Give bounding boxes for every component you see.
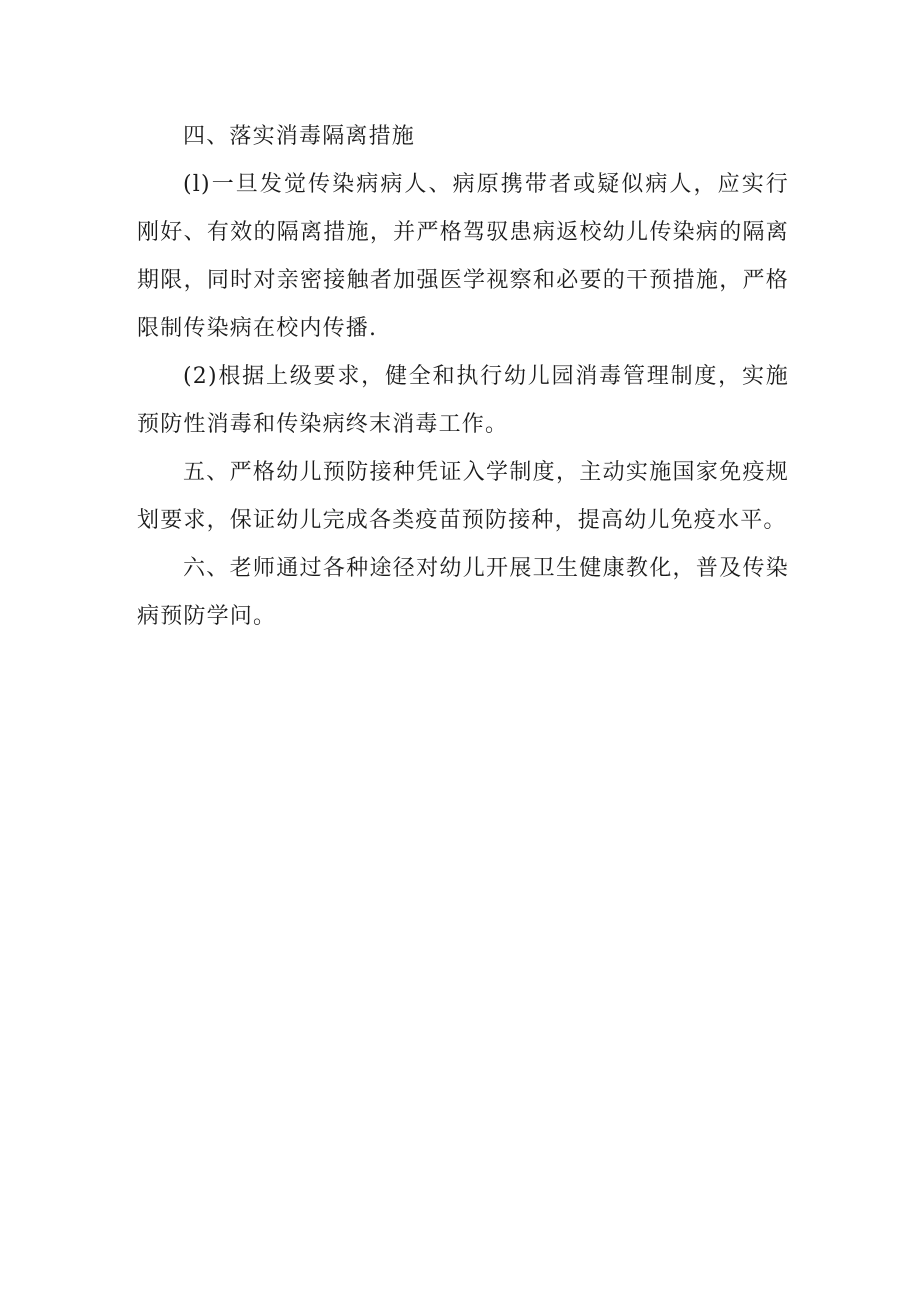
paragraph-health-education: 六、老师通过各种途径对幼儿开展卫生健康教化，普及传染病预防学问。 bbox=[137, 556, 789, 629]
section-heading-disinfection: 四、落实消毒隔离措施 bbox=[183, 124, 416, 149]
document-body bbox=[137, 113, 789, 641]
paragraph-isolation-measures: (l)一旦发觉传染病病人、病原携带者或疑似病人，应实行刚好、有效的隔离措施，并严格驾驭患病返校幼儿传染病的隔离期限，同时对亲密接触者加强医学视察和必要的干预措施，严格限制传染病在校内传播. bbox=[137, 172, 789, 341]
paragraph-vaccination-requirement: 五、严格幼儿预防接种凭证入学制度，主动实施国家免疫规划要求，保证幼儿完成各类疫苗预防接种，提高幼儿免疫水平。 bbox=[137, 460, 789, 533]
paragraph-disinfection-system: (2)根据上级要求，健全和执行幼儿园消毒管理制度，实施预防性消毒和传染病终末消毒工作。 bbox=[137, 364, 789, 437]
